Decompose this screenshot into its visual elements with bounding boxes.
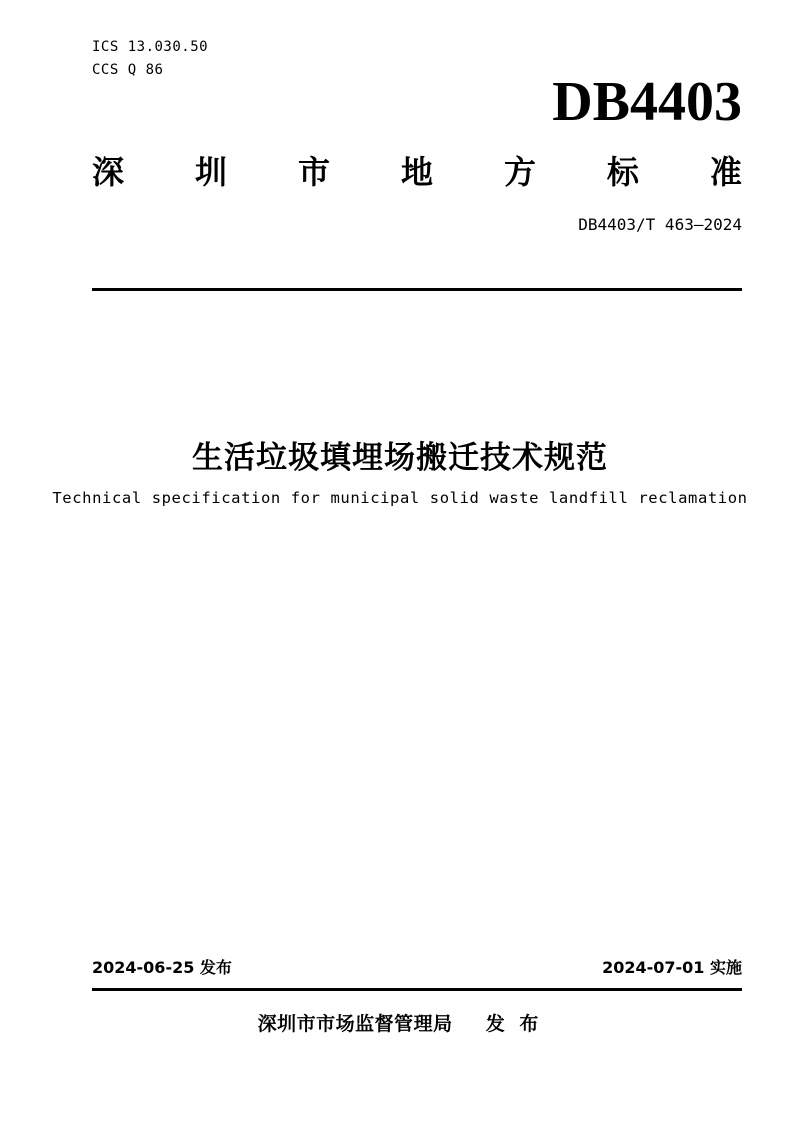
publish-verb: 发 布 (485, 1013, 543, 1035)
standard-type-char-3: 市 (297, 153, 330, 191)
footer-divider (92, 988, 742, 991)
ccs-code: CCS Q 86 (92, 62, 164, 78)
footer-dates (92, 955, 742, 978)
standard-type-char-7: 准 (709, 153, 742, 191)
standard-type-char-5: 方 (503, 153, 536, 191)
implementation-date: 2024-07-01 实施 (602, 958, 742, 977)
standard-type-char-6: 标 (606, 153, 639, 191)
ics-block (92, 36, 208, 82)
standard-code: DB4403 (552, 71, 742, 133)
issue-date: 2024-06-25 发布 (92, 958, 232, 977)
header-divider (92, 288, 742, 291)
ics-code: ICS 13.030.50 (92, 39, 209, 55)
publisher-name: 深圳市市场监督管理局 (257, 1013, 453, 1035)
document-title-english: Technical specification for municipal solid waste landfill reclamation (52, 489, 748, 507)
standard-type-char-2: 圳 (194, 153, 227, 191)
standard-type-char-1: 深 (92, 153, 125, 191)
document-title-chinese: 生活垃圾填埋场搬迁技术规范 (192, 440, 608, 476)
publisher-line (0, 1009, 800, 1036)
standard-number: DB4403/T 463—2024 (578, 215, 742, 234)
standard-type-char-4: 地 (400, 153, 433, 191)
standard-type-title (92, 152, 742, 192)
